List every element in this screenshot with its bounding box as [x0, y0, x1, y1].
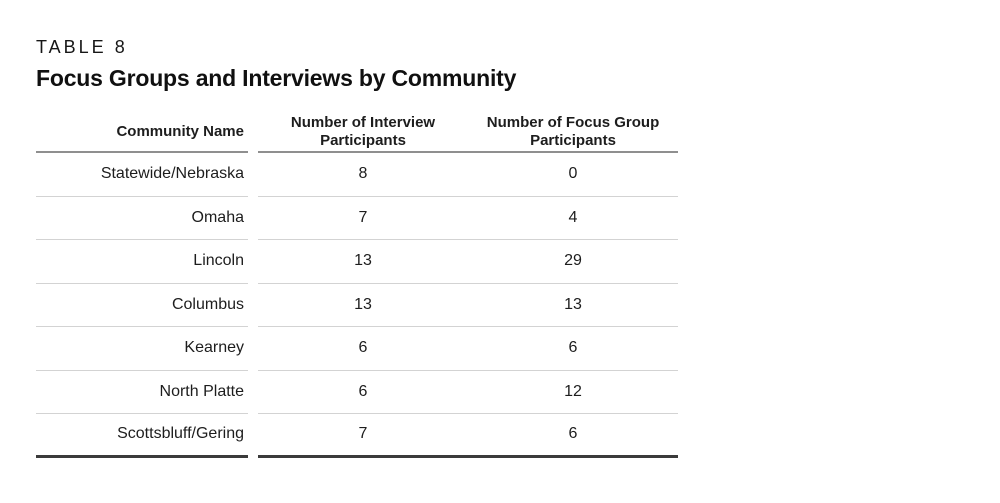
data-table — [36, 112, 678, 458]
table-row — [36, 240, 678, 284]
interview-participants-cell: 7 — [358, 208, 368, 226]
column-header-interview-participants-label: Number of Interview Participants — [290, 113, 436, 149]
focus-group-participants-cell: 6 — [568, 425, 578, 443]
table-row — [36, 371, 678, 415]
row-number-cells — [258, 240, 678, 284]
row-number-cells — [258, 371, 678, 415]
interview-participants-cell: 13 — [354, 252, 372, 270]
table-row — [36, 153, 678, 197]
table-row — [36, 284, 678, 328]
table-row — [36, 327, 678, 371]
row-number-cells — [258, 197, 678, 241]
community-name-cell: Lincoln — [36, 240, 248, 284]
focus-group-participants-cell: 4 — [568, 208, 578, 226]
community-name-cell: North Platte — [36, 371, 248, 415]
interview-participants-cell: 8 — [358, 165, 368, 183]
table-header-row — [36, 112, 678, 153]
focus-group-participants-cell: 13 — [564, 295, 582, 313]
column-header-community-name — [36, 112, 248, 153]
table-header-number-columns — [258, 112, 678, 153]
focus-group-participants-cell: 29 — [564, 252, 582, 270]
interview-participants-cell: 6 — [358, 339, 368, 357]
focus-group-participants-cell: 12 — [564, 382, 582, 400]
interview-participants-cell: 13 — [354, 295, 372, 313]
column-header-community-name-label: Community Name — [116, 122, 244, 140]
community-name-cell: Columbus — [36, 284, 248, 328]
column-header-interview-participants — [258, 112, 468, 151]
row-number-cells — [258, 284, 678, 328]
focus-group-participants-cell: 0 — [568, 165, 578, 183]
interview-participants-cell: 7 — [358, 425, 368, 443]
table-row — [36, 414, 678, 458]
column-header-focus-group-participants — [468, 112, 678, 151]
interview-participants-cell: 6 — [358, 382, 368, 400]
community-name-cell: Scottsbluff/Gering — [36, 414, 248, 458]
row-number-cells — [258, 153, 678, 197]
community-name-cell: Statewide/Nebraska — [36, 153, 248, 197]
table-title: Focus Groups and Interviews by Community — [36, 65, 517, 91]
row-number-cells — [258, 327, 678, 371]
table-row — [36, 197, 678, 241]
table-label: TABLE 8 — [36, 37, 128, 57]
row-number-cells — [258, 414, 678, 458]
community-name-cell: Kearney — [36, 327, 248, 371]
table-body — [36, 153, 678, 458]
column-header-focus-group-participants-label: Number of Focus Group Participants — [486, 113, 660, 149]
focus-group-participants-cell: 6 — [568, 339, 578, 357]
community-name-cell: Omaha — [36, 197, 248, 241]
